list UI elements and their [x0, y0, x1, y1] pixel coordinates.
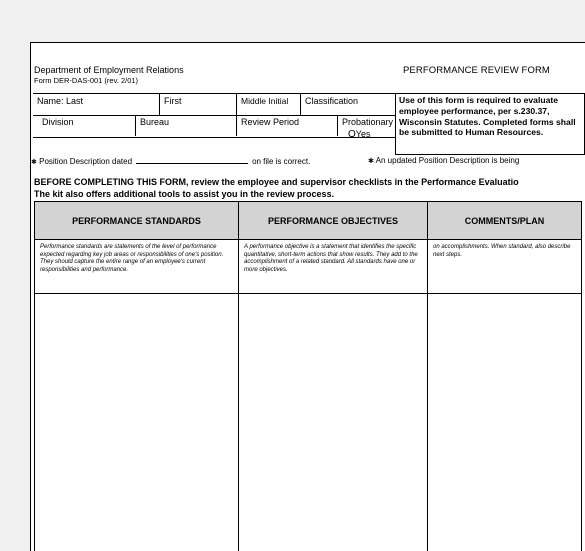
- instructions-line-1: BEFORE COMPLETING THIS FORM, review the employee and supervisor checklists in the Performance Evaluatio: [34, 177, 519, 187]
- position-description-suffix: on file is correct.: [252, 157, 311, 166]
- department-name: Department of Employment Relations: [34, 65, 184, 75]
- probationary-field: [337, 115, 395, 140]
- updated-description-row: [368, 156, 519, 165]
- probationary-label: Probationary: [342, 117, 394, 127]
- first-name-field[interactable]: [159, 94, 236, 115]
- table-description-row: [35, 239, 581, 294]
- form-page: [30, 42, 585, 551]
- middle-initial-field[interactable]: [236, 94, 300, 115]
- notice-box: Use of this form is required to evaluate employee performance, per s.230.37, Wisconsin Statutes. Completed forms shall be submitted to Human Resources.: [395, 93, 585, 155]
- table-entry-row: [35, 293, 581, 551]
- middle-initial-label: Middle Initial: [241, 96, 289, 106]
- form-title: PERFORMANCE REVIEW FORM: [403, 65, 550, 76]
- objectives-description: A performance objective is a statement that identifies the specific quantitative, short-term actions that show results. They add to the accomplishment of a related standard. All standards have one or more objectives.: [244, 244, 418, 273]
- performance-objectives-header: PERFORMANCE OBJECTIVES: [267, 216, 399, 226]
- first-name-label: First: [164, 96, 182, 106]
- performance-table: [34, 201, 582, 551]
- classification-label: Classification: [305, 96, 359, 106]
- review-period-label: Review Period: [241, 117, 300, 127]
- division-field[interactable]: [33, 115, 135, 136]
- comments-description: on accomplishments. When standard, also describe next steps.: [433, 244, 571, 258]
- standards-description: Performance standards are statements of the level of performance expected regarding key job areas or responsibilities of one's position. They should capture the entire range of an employee's current responsibilities and performance.: [40, 244, 224, 273]
- checkbox-icon[interactable]: ✱: [368, 158, 374, 165]
- yes-label: Yes: [355, 129, 371, 139]
- checkbox-icon[interactable]: ✱: [31, 159, 37, 166]
- date-input-line[interactable]: [136, 156, 248, 164]
- instructions-line-2: The kit also offers additional tools to assist you in the review process.: [34, 188, 335, 199]
- position-description-row: [31, 156, 310, 166]
- comments-plan-header: COMMENTS/PLAN: [464, 216, 545, 226]
- probationary-yes-option[interactable]: [342, 128, 391, 141]
- employee-info-grid: [33, 93, 395, 138]
- objectives-entry-cell[interactable]: [238, 293, 427, 551]
- position-description-prefix: Position Description dated: [39, 157, 133, 166]
- name-last-label: Name: Last: [37, 96, 84, 106]
- review-period-field[interactable]: [236, 115, 337, 136]
- classification-field[interactable]: [300, 94, 395, 115]
- instructions-text: [34, 177, 519, 200]
- radio-circle-icon[interactable]: O: [348, 129, 356, 140]
- performance-standards-header: PERFORMANCE STANDARDS: [72, 216, 201, 226]
- bureau-label: Bureau: [140, 117, 170, 127]
- standards-entry-cell[interactable]: [35, 293, 238, 551]
- division-label: Division: [42, 117, 74, 127]
- form-number: Form DER-DAS-001 (rev. 2/01): [34, 76, 139, 85]
- updated-description-label: An updated Position Description is being: [375, 156, 520, 165]
- name-last-field[interactable]: [33, 94, 159, 115]
- bureau-field[interactable]: [135, 115, 236, 136]
- table-header-row: [35, 202, 581, 240]
- comments-entry-cell[interactable]: [427, 293, 581, 551]
